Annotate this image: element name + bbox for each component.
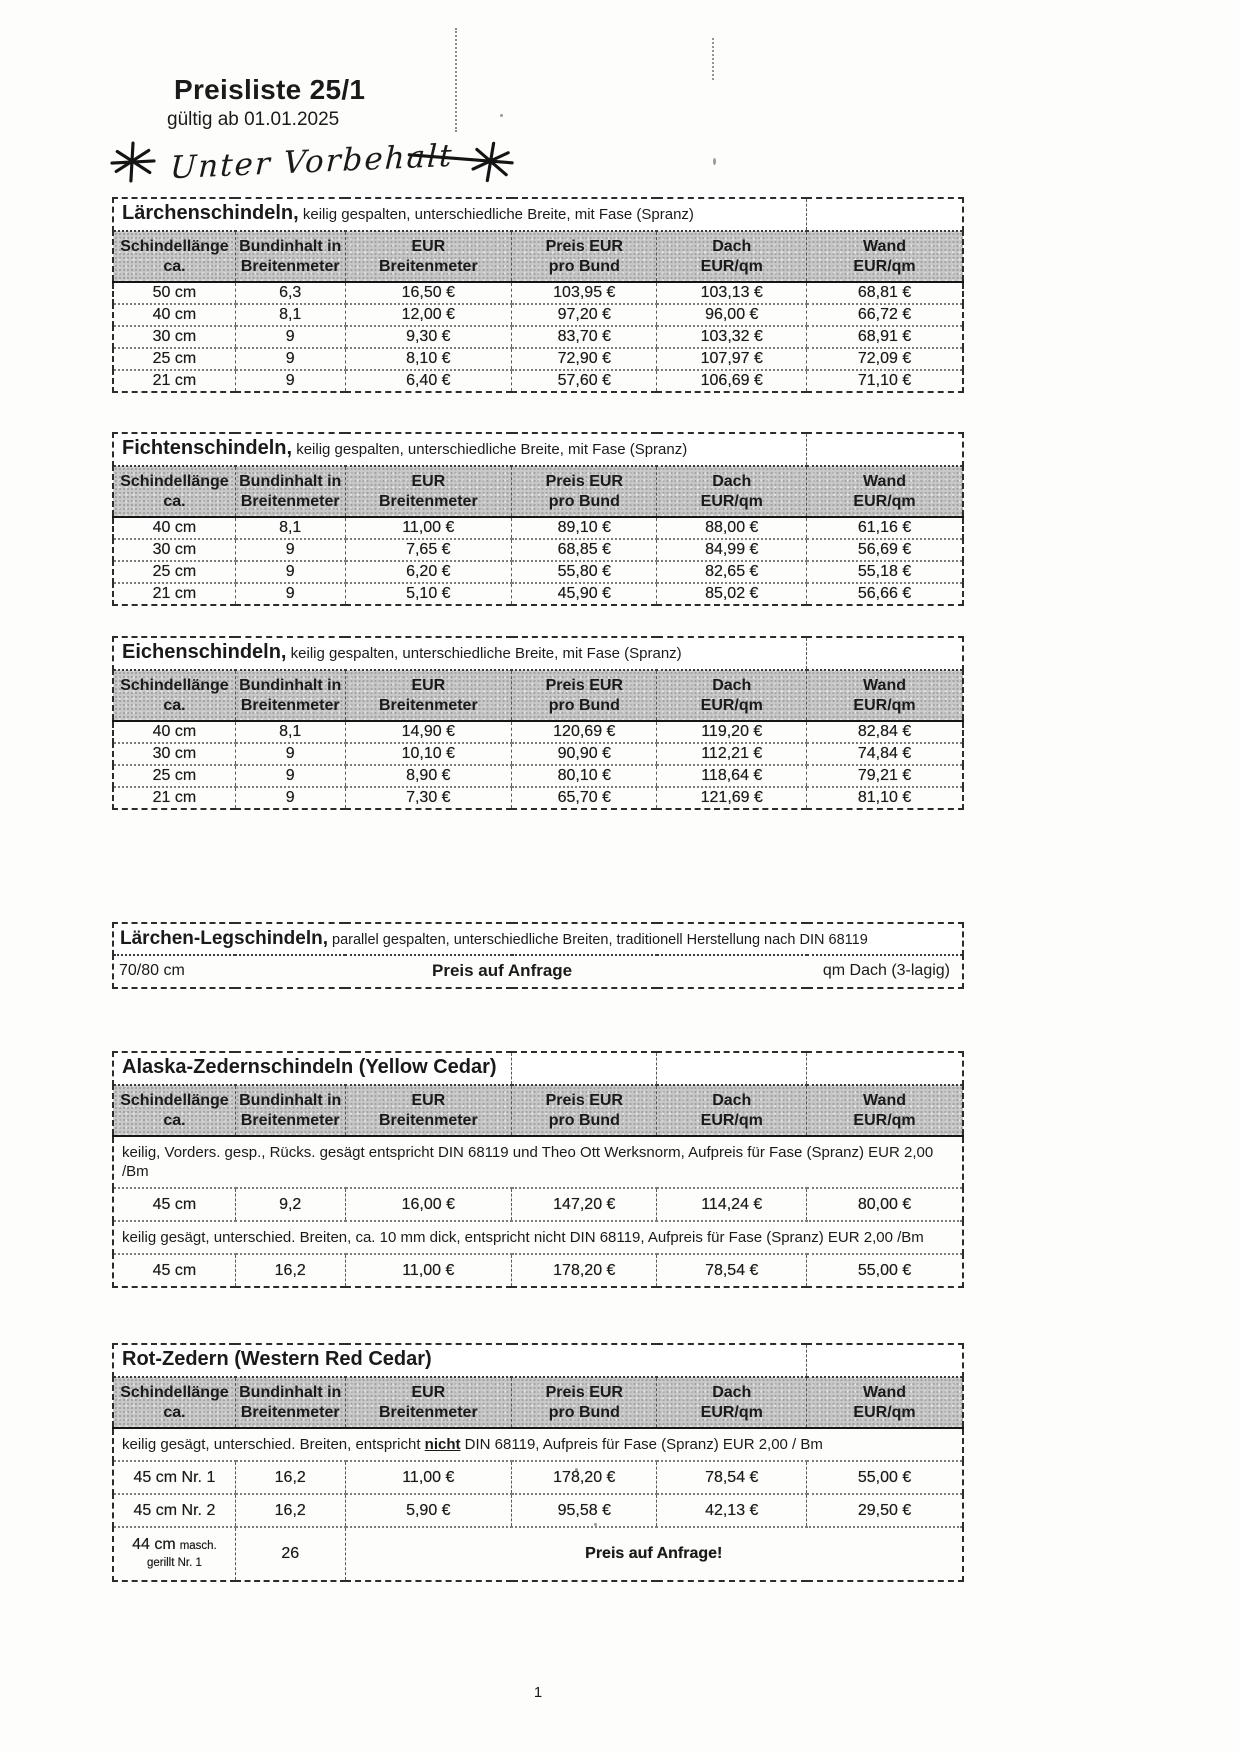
cell-eur-breitenmeter: 14,90 €: [345, 721, 512, 743]
cell-bundinhalt: 16,2: [235, 1494, 345, 1527]
column-header: Dach EUR/qm: [657, 670, 807, 721]
column-header: EUR Breitenmeter: [345, 1085, 512, 1136]
cell-eur-breitenmeter: 8,90 €: [345, 765, 512, 787]
table-title-main: Lärchenschindeln,: [122, 202, 299, 224]
table-laerchen-legschindeln: [112, 922, 964, 989]
cell-dach-eur-qm: 119,20 €: [657, 721, 807, 743]
cell-dach-eur-qm: 84,99 €: [657, 539, 807, 561]
table-title-empty-cell: [807, 1344, 963, 1377]
cell-eur-breitenmeter: 8,10 €: [345, 348, 512, 370]
table-row: [113, 348, 963, 370]
handwritten-annotation: [112, 135, 964, 189]
cell-preis-pro-bund: 80,10 €: [512, 765, 657, 787]
table-note-row: [113, 1221, 963, 1254]
table-note: [113, 1428, 963, 1461]
cell-bundinhalt: 8,1: [235, 721, 345, 743]
table-title-row: [113, 637, 963, 670]
cell-bundinhalt: 8,1: [235, 304, 345, 326]
cell-schindellaenge: 44 cm masch. gerillt Nr. 1: [113, 1527, 235, 1581]
column-header: Schindellänge ca.: [113, 670, 235, 721]
page-title: Preisliste 25/1: [174, 74, 366, 105]
column-header: Schindellänge ca.: [113, 466, 235, 517]
cell-preis-pro-bund: 65,70 €: [512, 787, 657, 809]
price-table: [112, 432, 964, 606]
cell-bundinhalt: 9,2: [235, 1188, 345, 1221]
column-header: Wand EUR/qm: [807, 1085, 963, 1136]
cell-schindellaenge: 30 cm: [113, 539, 235, 561]
cell-wand-eur-qm: 80,00 €: [807, 1188, 963, 1221]
cell-bundinhalt: 16,2: [235, 1461, 345, 1494]
table-title-main: Eichenschindeln,: [122, 641, 287, 663]
column-header: Wand EUR/qm: [807, 1377, 963, 1428]
table-title: [113, 1344, 807, 1377]
note-text: keilig gesägt, unterschied. Breiten, ca. 10 mm dick, entspricht nicht DIN 68119, Aufpreis für Fase (Spranz) EUR 2,00 /Bm: [122, 1229, 924, 1246]
cell-wand-eur-qm: 66,72 €: [807, 304, 963, 326]
cell-dach-eur-qm: 85,02 €: [657, 583, 807, 605]
table-header-row: [113, 1377, 963, 1428]
column-header: EUR Breitenmeter: [345, 670, 512, 721]
cell-preis-pro-bund: 120,69 €: [512, 721, 657, 743]
table-row: [113, 1188, 963, 1221]
table-title-desc: keilig gespalten, unterschiedliche Breite, mit Fase (Spranz): [298, 206, 694, 223]
cell-schindellaenge: 50 cm: [113, 282, 235, 304]
note-bold-word: nicht: [424, 1436, 461, 1453]
table-fichtenschindeln: [112, 432, 964, 606]
cell-wand-eur-qm: 82,84 €: [807, 721, 963, 743]
cell-wand-eur-qm: 68,81 €: [807, 282, 963, 304]
table-title: [113, 1052, 512, 1085]
cell-dach-eur-qm: 88,00 €: [657, 517, 807, 539]
cell-preis-pro-bund: 90,90 €: [512, 743, 657, 765]
table-title-row: [113, 433, 963, 466]
cell-bundinhalt: 9: [235, 765, 345, 787]
cell-wand-eur-qm: 72,09 €: [807, 348, 963, 370]
table-laerchenschindeln: [112, 197, 964, 393]
table-title-empty-cell: [657, 1052, 807, 1085]
cell-schindellaenge: 45 cm: [113, 1188, 235, 1221]
cell-eur-breitenmeter: 7,65 €: [345, 539, 512, 561]
cell-wand-eur-qm: 56,66 €: [807, 583, 963, 605]
table-title-main: Lärchen-Legschindeln,: [120, 928, 328, 949]
cell-schindellaenge: 30 cm: [113, 326, 235, 348]
cell-schindellaenge: 25 cm: [113, 561, 235, 583]
cell-dach-eur-qm: 103,32 €: [657, 326, 807, 348]
cell-eur-breitenmeter: 9,30 €: [345, 326, 512, 348]
note-text: DIN 68119, Aufpreis für Fase (Spranz) EUR 2,00 / Bm: [460, 1436, 823, 1453]
column-header: Preis EUR pro Bund: [512, 670, 657, 721]
table-row: [113, 1461, 963, 1494]
table-header-row: [113, 670, 963, 721]
table-row: [113, 787, 963, 809]
cell-eur-breitenmeter: 10,10 €: [345, 743, 512, 765]
table-title-desc: keilig gespalten, unterschiedliche Breite, mit Fase (Spranz): [286, 645, 682, 662]
cell-dach-eur-qm: 118,64 €: [657, 765, 807, 787]
cell-bundinhalt: 9: [235, 326, 345, 348]
column-header: Bundinhalt in Breitenmeter: [235, 1377, 345, 1428]
cell-eur-breitenmeter: 16,00 €: [345, 1188, 512, 1221]
asterisk-mark-icon: [112, 141, 154, 183]
column-header: Bundinhalt in Breitenmeter: [235, 466, 345, 517]
cell-wand-eur-qm: 55,00 €: [807, 1461, 963, 1494]
cell-schindellaenge: 40 cm: [113, 721, 235, 743]
cell-dach-eur-qm: 103,13 €: [657, 282, 807, 304]
column-header: Preis EUR pro Bund: [512, 231, 657, 282]
table-row: [113, 282, 963, 304]
price-table: [112, 1051, 964, 1288]
table-row: [113, 1254, 963, 1287]
column-header: Preis EUR pro Bund: [512, 1377, 657, 1428]
cell-eur-breitenmeter: 11,00 €: [345, 1461, 512, 1494]
note-text: keilig gesägt, unterschied. Breiten, entspricht: [122, 1436, 425, 1453]
cell-wand-eur-qm: 55,00 €: [807, 1254, 963, 1287]
cell-dach-eur-qm: 114,24 €: [657, 1188, 807, 1221]
table-row: [113, 370, 963, 392]
table-header-row: [113, 466, 963, 517]
price-table: [112, 636, 964, 810]
cell-eur-breitenmeter: 6,20 €: [345, 561, 512, 583]
cell-schindellaenge: 30 cm: [113, 743, 235, 765]
cell-schindellaenge: 21 cm: [113, 583, 235, 605]
column-header: Dach EUR/qm: [657, 1085, 807, 1136]
cell-schindellaenge: 21 cm: [113, 787, 235, 809]
column-header: Wand EUR/qm: [807, 670, 963, 721]
table-title-empty-cell: [512, 1052, 657, 1085]
table-title-empty-cell: [807, 637, 963, 670]
cell-preis-pro-bund: 97,20 €: [512, 304, 657, 326]
column-header: Schindellänge ca.: [113, 231, 235, 282]
table-note-row: [113, 1136, 963, 1188]
cell-preis-pro-bund: 57,60 €: [512, 370, 657, 392]
table-rot-zedern: [112, 1343, 964, 1582]
cell-eur-breitenmeter: 5,90 €: [345, 1494, 512, 1527]
table-row: [113, 1494, 963, 1527]
table-row: [113, 326, 963, 348]
table-row: [113, 765, 963, 787]
table-note: [113, 1221, 963, 1254]
column-header: Dach EUR/qm: [657, 1377, 807, 1428]
cell-wand-eur-qm: 74,84 €: [807, 743, 963, 765]
cell-preis-pro-bund: 72,90 €: [512, 348, 657, 370]
cell-schindellaenge: 40 cm: [113, 304, 235, 326]
cell-preis-pro-bund: 68,85 €: [512, 539, 657, 561]
price-table: [112, 1343, 964, 1582]
table-title-row: [113, 198, 963, 231]
table-title: [113, 923, 963, 955]
cell-schindellaenge: 25 cm: [113, 348, 235, 370]
cell-wand-eur-qm: 55,18 €: [807, 561, 963, 583]
cell-dach-eur-qm: 78,54 €: [657, 1461, 807, 1494]
cell-schindellaenge: 25 cm: [113, 765, 235, 787]
cell-wand-eur-qm: 81,10 €: [807, 787, 963, 809]
unit-label: qm Dach (3-lagig): [822, 962, 950, 979]
price-on-request-label: Preis auf Anfrage: [432, 961, 573, 980]
cell-bundinhalt: 26: [235, 1527, 345, 1581]
cell-wand-eur-qm: 61,16 €: [807, 517, 963, 539]
column-header: Bundinhalt in Breitenmeter: [235, 1085, 345, 1136]
table-title-row: [113, 1052, 963, 1085]
cell-eur-breitenmeter: 11,00 €: [345, 1254, 512, 1287]
cell-schindellaenge: 40 cm: [113, 517, 235, 539]
table-row: [113, 1527, 963, 1581]
cell-preis-pro-bund: 178,20 €: [512, 1254, 657, 1287]
cell-dach-eur-qm: 106,69 €: [657, 370, 807, 392]
table-title-main: Alaska-Zedernschindeln (Yellow Cedar): [122, 1056, 497, 1078]
size-label: 70/80 cm: [119, 962, 185, 979]
column-header: Wand EUR/qm: [807, 466, 963, 517]
cell-wand-eur-qm: 56,69 €: [807, 539, 963, 561]
table-title-empty-cell: [807, 198, 963, 231]
cell-dach-eur-qm: 121,69 €: [657, 787, 807, 809]
column-header: EUR Breitenmeter: [345, 231, 512, 282]
cell-preis-pro-bund: 83,70 €: [512, 326, 657, 348]
cell-preis-pro-bund: 178,20 €: [512, 1461, 657, 1494]
cell-dach-eur-qm: 112,21 €: [657, 743, 807, 765]
cell-eur-breitenmeter: 12,00 €: [345, 304, 512, 326]
table-note-row: [113, 1428, 963, 1461]
column-header: Preis EUR pro Bund: [512, 1085, 657, 1136]
table-note: [113, 1136, 963, 1188]
cell-schindellaenge: 21 cm: [113, 370, 235, 392]
column-header: Preis EUR pro Bund: [512, 466, 657, 517]
table-row: [113, 743, 963, 765]
price-table: [112, 922, 964, 989]
cell-eur-breitenmeter: 11,00 €: [345, 517, 512, 539]
handwritten-text: Unter Vorbehalt: [169, 137, 455, 187]
table-row: [113, 955, 963, 988]
price-table: [112, 197, 964, 393]
column-header: Dach EUR/qm: [657, 466, 807, 517]
column-header: Schindellänge ca.: [113, 1377, 235, 1428]
note-text: keilig, Vorders. gesp., Rücks. gesägt entspricht DIN 68119 und Theo Ott Werksnorm, Aufpreis für Fase (Spranz) EUR 2,00 /Bm: [122, 1144, 934, 1180]
cell-bundinhalt: 16,2: [235, 1254, 345, 1287]
table-row: [113, 304, 963, 326]
table-title-desc: parallel gespalten, unterschiedliche Breiten, traditionell Herstellung nach DIN 68119: [327, 932, 868, 948]
cell-schindellaenge: 45 cm: [113, 1254, 235, 1287]
cell-dach-eur-qm: 78,54 €: [657, 1254, 807, 1287]
table-eichenschindeln: [112, 636, 964, 810]
cell-dach-eur-qm: 42,13 €: [657, 1494, 807, 1527]
table-title-empty-cell: [807, 433, 963, 466]
table-title-row: [113, 923, 963, 955]
column-header: Bundinhalt in Breitenmeter: [235, 231, 345, 282]
cell-eur-breitenmeter: 7,30 €: [345, 787, 512, 809]
table-row: [113, 583, 963, 605]
table-row: [113, 561, 963, 583]
table-row: [113, 721, 963, 743]
table-alaska-zedernschindeln: [112, 1051, 964, 1288]
table-row: [113, 539, 963, 561]
table-title-row: [113, 1344, 963, 1377]
table-title-main: Fichtenschindeln,: [122, 437, 293, 459]
price-on-request-cell: Preis auf Anfrage!: [345, 1527, 963, 1581]
table-title-desc: keilig gespalten, unterschiedliche Breite, mit Fase (Spranz): [292, 441, 688, 458]
cell-bundinhalt: 9: [235, 583, 345, 605]
column-header: EUR Breitenmeter: [345, 1377, 512, 1428]
table-row: [113, 517, 963, 539]
table-header-row: [113, 231, 963, 282]
cell-bundinhalt: 9: [235, 370, 345, 392]
table-title-empty-cell: [807, 1052, 963, 1085]
cell-bundinhalt: 9: [235, 787, 345, 809]
cell-bundinhalt: 9: [235, 539, 345, 561]
table-title: [113, 433, 807, 466]
table-title-main: Rot-Zedern (Western Red Cedar): [122, 1348, 432, 1370]
cell-eur-breitenmeter: 6,40 €: [345, 370, 512, 392]
cell-wand-eur-qm: 71,10 €: [807, 370, 963, 392]
cell-wand-eur-qm: 29,50 €: [807, 1494, 963, 1527]
cell-bundinhalt: 8,1: [235, 517, 345, 539]
cell-schindellaenge: 45 cm Nr. 1: [113, 1461, 235, 1494]
cell-preis-pro-bund: 55,80 €: [512, 561, 657, 583]
page-number: 1: [533, 1684, 543, 1701]
cell-bundinhalt: 9: [235, 561, 345, 583]
cell-dach-eur-qm: 96,00 €: [657, 304, 807, 326]
column-header: Bundinhalt in Breitenmeter: [235, 670, 345, 721]
cell-bundinhalt: 6,3: [235, 282, 345, 304]
cell-wand-eur-qm: 79,21 €: [807, 765, 963, 787]
document-content: [112, 0, 964, 1582]
table-title: [113, 198, 807, 231]
cell-dach-eur-qm: 82,65 €: [657, 561, 807, 583]
table-header-row: [113, 1085, 963, 1136]
column-header: Schindellänge ca.: [113, 1085, 235, 1136]
cell-eur-breitenmeter: 16,50 €: [345, 282, 512, 304]
cell-preis-pro-bund: 45,90 €: [512, 583, 657, 605]
cell-eur-breitenmeter: 5,10 €: [345, 583, 512, 605]
column-header: EUR Breitenmeter: [345, 466, 512, 517]
table-title: [113, 637, 807, 670]
cell-preis-pro-bund: 95,58 €: [512, 1494, 657, 1527]
cell-bundinhalt: 9: [235, 743, 345, 765]
validity-date: gültig ab 01.01.2025: [167, 109, 340, 130]
cell-bundinhalt: 9: [235, 348, 345, 370]
cell-preis-pro-bund: 103,95 €: [512, 282, 657, 304]
column-header: Wand EUR/qm: [807, 231, 963, 282]
cell-schindellaenge: 45 cm Nr. 2: [113, 1494, 235, 1527]
column-header: Dach EUR/qm: [657, 231, 807, 282]
cell-dach-eur-qm: 107,97 €: [657, 348, 807, 370]
cell-preis-pro-bund: 89,10 €: [512, 517, 657, 539]
cell-preis-pro-bund: 147,20 €: [512, 1188, 657, 1221]
asterisk-mark-icon: [467, 138, 514, 185]
cell-wand-eur-qm: 68,91 €: [807, 326, 963, 348]
